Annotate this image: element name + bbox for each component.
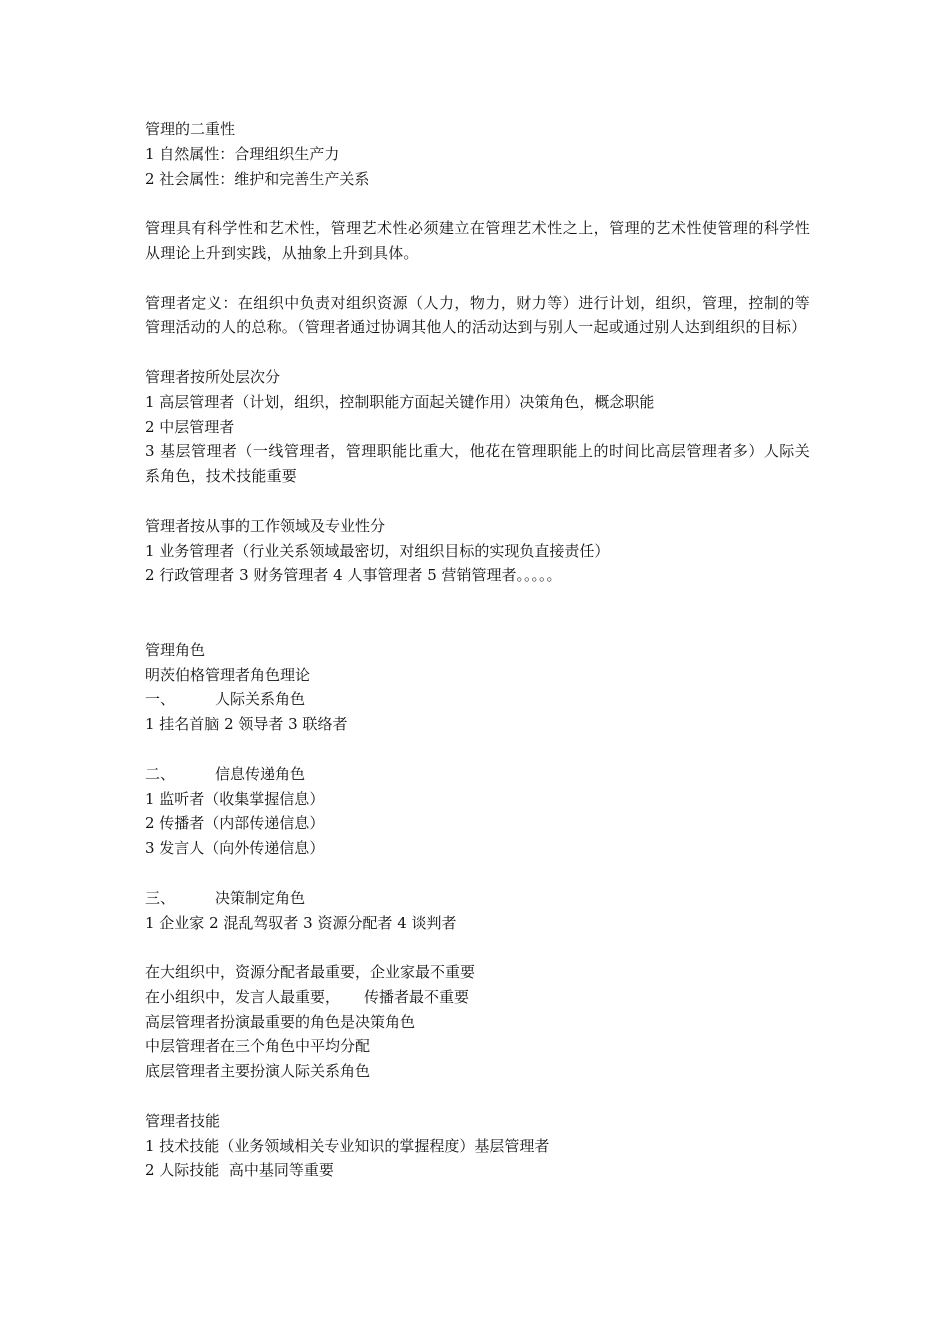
list-item: 1 高层管理者（计划，组织，控制职能方面起关键作用）决策角色，概念职能 [145,392,655,411]
section-heading-duality: 管理的二重性 [145,120,236,138]
role-number: 三、 [145,888,176,907]
note-line: 中层管理者在三个角色中平均分配 [145,1037,371,1056]
spacer [145,340,810,365]
role-number: 二、 [145,764,176,783]
section-heading-roles: 管理角色 [145,640,206,659]
list-item: 2 中层管理者 [145,417,235,436]
list-item: 1 挂名首脑 2 领导者 3 联络者 [145,715,348,734]
spacer [145,191,810,216]
section-heading-skills: 管理者技能 [145,1111,221,1130]
note-line [145,985,810,1010]
role-number: 一、 [145,690,176,709]
spacer [145,737,810,762]
spacer [145,588,810,638]
list-item: 2 社会属性：维护和完善生产关系 [145,169,370,188]
section-heading-levels: 管理者按所处层次分 [145,367,281,386]
document-body [145,117,810,1183]
section-heading-fields: 管理者按从事的工作领域及专业性分 [145,516,386,535]
list-item: 1 自然属性：合理组织生产力 [145,144,340,163]
list-item: 2 行政管理者 3 财务管理者 4 人事管理者 5 营销管理者。。。。。 [145,566,562,585]
note-line: 在大组织中，资源分配者最重要，企业家最不重要 [145,963,476,982]
role-heading-decisional [145,886,810,911]
list-item: 1 企业家 2 混乱驾驭者 3 资源分配者 4 谈判者 [145,913,457,932]
role-heading-informational [145,762,810,787]
roles-theory-title: 明茨伯格管理者角色理论 [145,665,311,684]
list-item: 1 监听者（收集掌握信息） [145,789,325,808]
spacer [145,489,810,514]
list-item: 2 人际技能 高中基同等重要 [145,1161,334,1180]
list-item: 1 技术技能（业务领域相关专业知识的掌握程度）基层管理者 [145,1136,550,1155]
role-title: 人际关系角色 [215,690,306,709]
spacer [145,266,810,291]
list-item: 2 传播者（内部传递信息） [145,814,325,833]
spacer [145,1084,810,1109]
role-heading-interpersonal [145,687,810,712]
list-item: 3 发言人（向外传递信息） [145,839,325,858]
list-item: 3 基层管理者（一线管理者，管理职能比重大，他花在管理职能上的时间比高层管理者多）人际关系角色，技术技能重要 [145,442,810,486]
note-line: 底层管理者主要扮演人际关系角色 [145,1062,371,1081]
note-line: 高层管理者扮演最重要的角色是决策角色 [145,1012,416,1031]
note-part: 在小组织中，发言人最重要， [145,987,341,1006]
paragraph-manager-definition: 管理者定义：在组织中负责对组织资源（人力，物力，财力等）进行计划，组织，管理，控制的等管理活动的人的总称。（管理者通过协调其他人的活动达到与别人一起或通过别人达到组织的目标） [145,293,810,337]
paragraph-science-art: 管理具有科学性和艺术性，管理艺术性必须建立在管理艺术性之上，管理的艺术性使管理的科学性从理论上升到实践，从抽象上升到具体。 [145,219,810,262]
spacer [145,861,810,886]
note-part: 传播者最不重要 [364,987,470,1006]
role-title: 决策制定角色 [215,888,306,907]
spacer [145,935,810,960]
list-item: 1 业务管理者（行业关系领域最密切，对组织目标的实现负直接责任） [145,541,610,560]
role-title: 信息传递角色 [215,764,306,783]
